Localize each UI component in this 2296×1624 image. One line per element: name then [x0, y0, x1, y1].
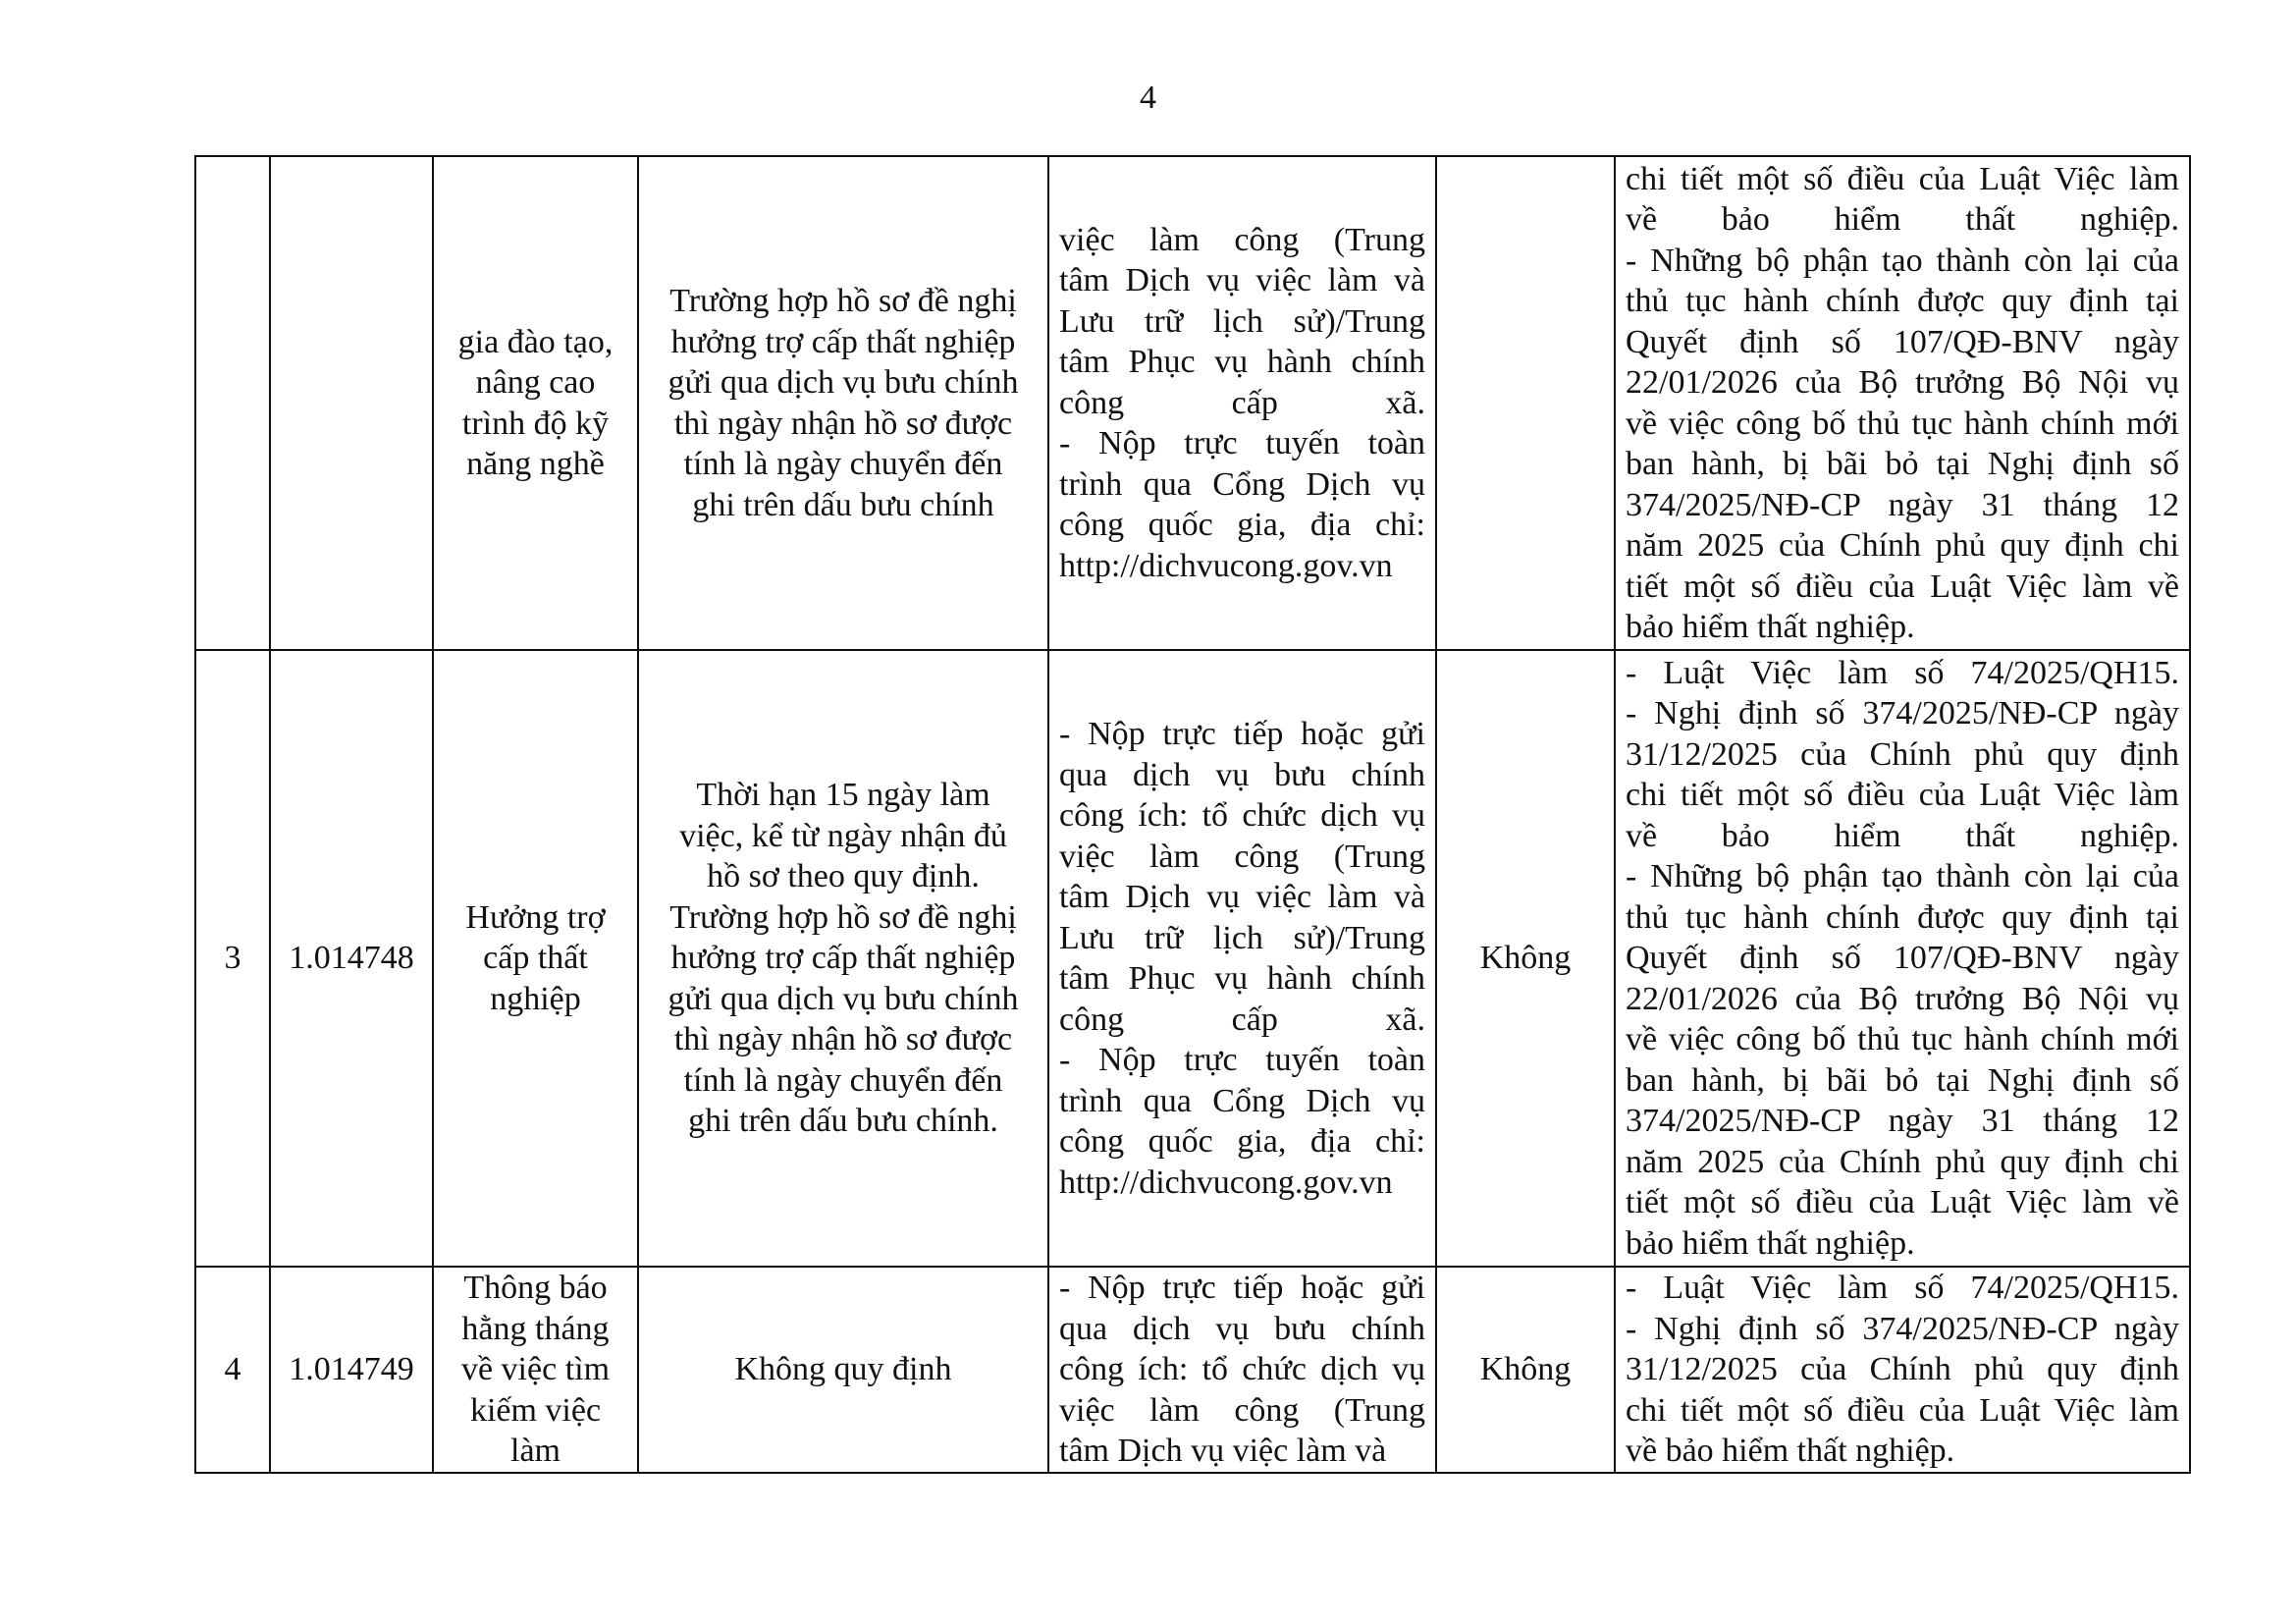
text-line: trình qua Cổng Dịch vụ — [1059, 1082, 1425, 1119]
text-line: làm — [510, 1433, 561, 1470]
text-line: việc làm công (Trung — [1059, 1391, 1425, 1429]
text-line: về việc công bố thủ tục hành chính mới — [1626, 1021, 2179, 1058]
text-line: tính là ngày chuyển đến — [683, 1061, 1003, 1099]
text-line: về việc công bố thủ tục hành chính mới — [1626, 405, 2179, 442]
text-line: nâng cao — [475, 364, 596, 401]
processing-time-cell — [638, 1267, 1048, 1473]
text-line: việc, kể từ ngày nhận đủ — [679, 817, 1007, 854]
table-row-continuation — [195, 156, 2190, 650]
text-line: kiếm việc — [469, 1391, 602, 1429]
text-line: về bảo hiểm thất nghiệp. — [1626, 1433, 1955, 1470]
table-row-4 — [195, 1267, 2190, 1473]
text-line: tâm Dịch vụ việc làm và — [1059, 879, 1425, 915]
text-line: việc làm công (Trung — [1059, 838, 1425, 875]
fee-cell: Không — [1436, 650, 1615, 1267]
text-line: Hưởng trợ — [465, 898, 606, 936]
text-line: về bảo hiểm thất nghiệp. — [1626, 201, 2179, 238]
text-line: 31/12/2025 của Chính phủ quy định — [1626, 1351, 2179, 1388]
text-line: - Nộp trực tuyến toàn — [1059, 425, 1425, 462]
text-line: - Nghị định số 374/2025/NĐ-CP ngày — [1626, 695, 2179, 732]
procedure-table — [194, 155, 2191, 1474]
text-line: tâm Dịch vụ việc làm và — [1059, 262, 1425, 299]
fee-cell — [1436, 156, 1615, 650]
text-line: qua dịch vụ bưu chính — [1059, 1310, 1425, 1347]
text-line: tâm Phục vụ hành chính — [1059, 960, 1425, 997]
text-line: thủ tục hành chính được quy định tại — [1626, 898, 2179, 936]
stt-cell: 3 — [195, 650, 270, 1267]
text-line: ghi trên dấu bưu chính — [692, 486, 994, 523]
text-line: 374/2025/NĐ-CP ngày 31 tháng 12 — [1626, 486, 2179, 523]
text-line: Trường hợp hồ sơ đề nghị — [669, 898, 1017, 936]
text-line: 22/01/2026 của Bộ trưởng Bộ Nội vụ — [1626, 980, 2179, 1017]
text-line: qua dịch vụ bưu chính — [1059, 756, 1425, 793]
text-line: năng nghề — [466, 446, 605, 482]
text-line: - Nghị định số 374/2025/NĐ-CP ngày — [1626, 1310, 2179, 1347]
text-line: năm 2025 của Chính phủ quy định chi — [1626, 527, 2179, 564]
text-line: công quốc gia, địa chỉ: — [1059, 507, 1425, 544]
processing-time-cell — [638, 650, 1048, 1267]
text-line: cấp thất — [483, 940, 588, 977]
procedure-code-cell: 1.014749 — [270, 1267, 433, 1473]
text-line: việc làm công (Trung — [1059, 221, 1425, 258]
text-line: tính là ngày chuyển đến — [683, 446, 1003, 482]
text-line: Quyết định số 107/QĐ-BNV ngày — [1626, 940, 2179, 977]
text-line: bảo hiểm thất nghiệp. — [1626, 609, 1915, 645]
text-line: ban hành, bị bãi bỏ tại Nghị định số — [1626, 446, 2179, 482]
text-line: về việc tìm — [460, 1351, 611, 1388]
text-line: hằng tháng — [461, 1310, 610, 1347]
text-line: công ích: tổ chức dịch vụ — [1059, 1351, 1425, 1388]
text-line: công cấp xã. — [1059, 384, 1425, 421]
text-line: Không quy định — [734, 1351, 952, 1388]
text-line: Thông báo — [463, 1270, 608, 1307]
text-line: - Những bộ phận tạo thành còn lại của — [1626, 858, 2179, 895]
procedure-name-cell — [433, 1267, 638, 1473]
text-line: Lưu trữ lịch sử)/Trung — [1059, 302, 1425, 340]
text-line: - Những bộ phận tạo thành còn lại của — [1626, 242, 2179, 279]
text-line: - Nộp trực tiếp hoặc gửi — [1059, 1270, 1425, 1307]
text-line: ghi trên dấu bưu chính. — [688, 1103, 998, 1140]
text-line: công ích: tổ chức dịch vụ — [1059, 797, 1425, 834]
legal-basis-cell — [1615, 650, 2190, 1267]
text-line: hồ sơ theo quy định. — [707, 858, 980, 895]
text-line: - Nộp trực tuyến toàn — [1059, 1042, 1425, 1078]
submission-method-cell — [1048, 650, 1436, 1267]
page-number: 4 — [1140, 80, 1156, 116]
text-line: trình qua Cổng Dịch vụ — [1059, 465, 1425, 503]
procedure-name-cell — [433, 650, 638, 1267]
text-line[interactable]: http://dichvucong.gov.vn — [1059, 1164, 1393, 1201]
text-line: tiết một số điều của Luật Việc làm về — [1626, 1184, 2179, 1221]
submission-method-cell — [1048, 1267, 1436, 1473]
text-line: chi tiết một số điều của Luật Việc làm — [1626, 160, 2179, 197]
text-line: gửi qua dịch vụ bưu chính — [667, 364, 1019, 401]
procedure-code-cell: 1.014748 — [270, 650, 433, 1267]
text-line: thủ tục hành chính được quy định tại — [1626, 283, 2179, 319]
fee-cell: Không — [1436, 1267, 1615, 1473]
text-line: trình độ kỹ — [461, 405, 610, 442]
processing-time-cell — [638, 156, 1048, 650]
text-line: - Luật Việc làm số 74/2025/QH15. — [1626, 654, 2179, 691]
text-line: Trường hợp hồ sơ đề nghị — [669, 283, 1017, 319]
text-line: nghiệp — [490, 980, 581, 1017]
text-line: 374/2025/NĐ-CP ngày 31 tháng 12 — [1626, 1103, 2179, 1140]
text-line: về bảo hiểm thất nghiệp. — [1626, 817, 2179, 854]
legal-basis-cell — [1615, 1267, 2190, 1473]
text-line: ban hành, bị bãi bỏ tại Nghị định số — [1626, 1061, 2179, 1099]
text-line: thì ngày nhận hồ sơ được — [673, 1021, 1013, 1058]
text-line: tâm Phục vụ hành chính — [1059, 344, 1425, 381]
text-line[interactable]: http://dichvucong.gov.vn — [1059, 547, 1393, 584]
text-line: công quốc gia, địa chỉ: — [1059, 1123, 1425, 1160]
text-line: hưởng trợ cấp thất nghiệp — [670, 323, 1016, 360]
text-line: - Luật Việc làm số 74/2025/QH15. — [1626, 1270, 2179, 1307]
text-line: năm 2025 của Chính phủ quy định chi — [1626, 1143, 2179, 1180]
text-line: thì ngày nhận hồ sơ được — [673, 405, 1013, 442]
text-line: tâm Dịch vụ việc làm và — [1059, 1433, 1387, 1470]
procedure-code-cell — [270, 156, 433, 650]
text-line: công cấp xã. — [1059, 1001, 1425, 1038]
text-line: hưởng trợ cấp thất nghiệp — [670, 940, 1016, 977]
text-line: gửi qua dịch vụ bưu chính — [667, 980, 1019, 1017]
legal-basis-cell — [1615, 156, 2190, 650]
text-line: chi tiết một số điều của Luật Việc làm — [1626, 777, 2179, 814]
stt-cell: 4 — [195, 1267, 270, 1473]
text-line: chi tiết một số điều của Luật Việc làm — [1626, 1391, 2179, 1429]
text-line: 31/12/2025 của Chính phủ quy định — [1626, 735, 2179, 773]
stt-cell — [195, 156, 270, 650]
text-line: tiết một số điều của Luật Việc làm về — [1626, 568, 2179, 605]
table-row-3 — [195, 650, 2190, 1267]
text-line: Thời hạn 15 ngày làm — [696, 777, 990, 814]
submission-method-cell — [1048, 156, 1436, 650]
procedure-name-cell — [433, 156, 638, 650]
text-line: Lưu trữ lịch sử)/Trung — [1059, 919, 1425, 956]
text-line: - Nộp trực tiếp hoặc gửi — [1059, 716, 1425, 752]
text-line: Quyết định số 107/QĐ-BNV ngày — [1626, 323, 2179, 360]
text-line: 22/01/2026 của Bộ trưởng Bộ Nội vụ — [1626, 364, 2179, 401]
text-line: gia đào tạo, — [457, 323, 614, 360]
text-line: bảo hiểm thất nghiệp. — [1626, 1224, 1915, 1262]
